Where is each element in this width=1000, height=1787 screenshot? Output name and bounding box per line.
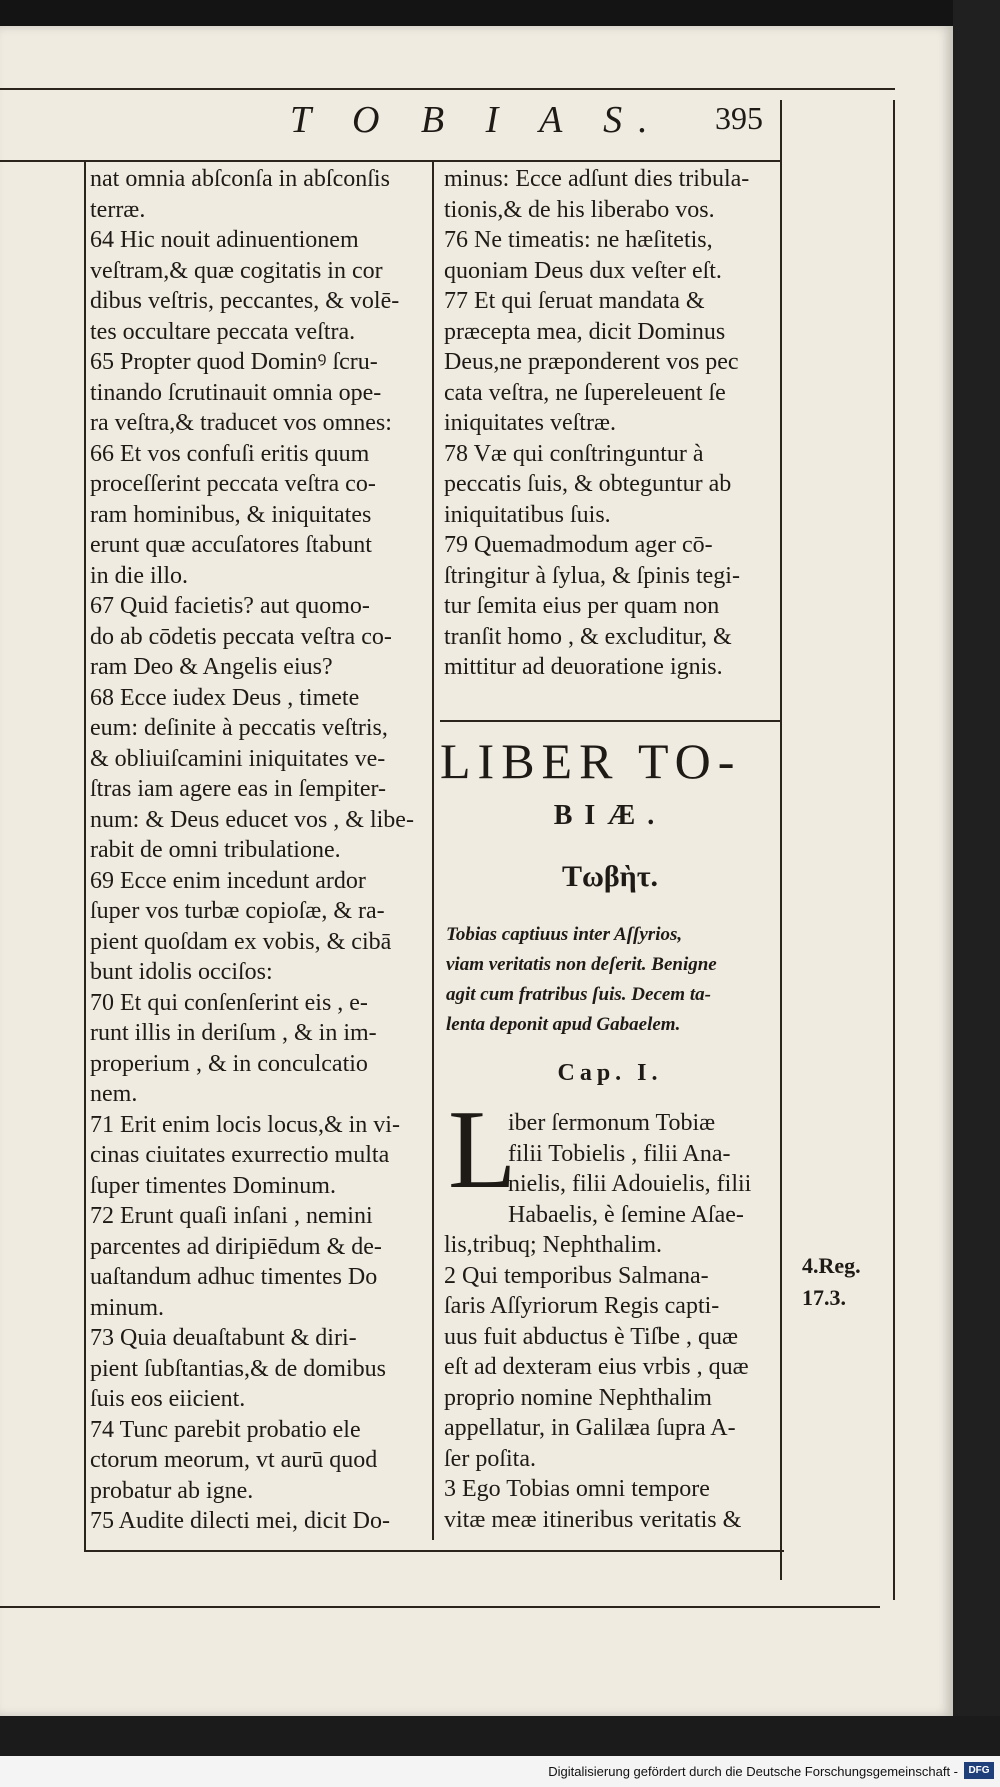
text-line: 78 Væ qui conſtringuntur à <box>444 440 704 467</box>
text-line: præcepta mea, dicit Dominus <box>444 318 726 345</box>
text-line: vitæ meæ itineribus veritatis & <box>444 1506 742 1533</box>
text-line: 72 Erunt quaſi inſani , nemini <box>90 1203 373 1229</box>
text-line: ſuis eos eiicient. <box>90 1386 246 1412</box>
right-column-rule <box>780 100 782 1580</box>
section-divider <box>440 720 780 722</box>
text-line: ſtras iam agere eas in ſempiter- <box>90 776 387 802</box>
text-line: nat omnia abſconſa in abſconſis <box>90 166 390 192</box>
text-line: mittitur ad deuoratione ignis. <box>444 654 723 680</box>
text-line: erunt quæ accuſatores ſtabunt <box>90 532 372 558</box>
text-line: 76 Ne timeatis: ne hæſitetis, <box>444 227 713 253</box>
text-line: tur ſemita eius per quam non <box>444 593 720 619</box>
text-line: ſtringitur à ſylua, & ſpinis tegi- <box>444 562 740 589</box>
summary-line: Tobias captiuus inter Aſſyrios, <box>446 924 683 945</box>
text-line: 67 Quid facietis? aut quomo- <box>90 593 370 619</box>
text-line: num: & Deus educet vos , & libe- <box>90 806 414 833</box>
text-line: tes occultare peccata veſtra. <box>90 318 356 345</box>
text-line: pient quoſdam ex vobis, & cibā <box>90 928 392 955</box>
text-line: lis,tribuq; Nephthalim. <box>444 1232 662 1258</box>
text-line: pient ſubſtantias,& de domibus <box>90 1355 386 1382</box>
text-line: 64 Hic nouit adinuentionem <box>90 227 359 253</box>
text-line: peccatis ſuis, & obteguntur ab <box>444 471 732 497</box>
text-line: ſer poſita. <box>444 1445 536 1472</box>
text-line: 70 Et qui conſenſerint eis , e- <box>90 989 368 1016</box>
text-line: parcentes ad diripiēdum & de- <box>90 1233 382 1260</box>
text-line: 66 Et vos confuſi eritis quum <box>90 440 370 467</box>
text-line: iber ſermonum Tobiæ <box>508 1110 716 1136</box>
scan-background-bottom <box>0 1716 1000 1756</box>
funding-credit: Digitalisierung gefördert durch die Deutsche Forschungsgemeinschaft - <box>548 1764 958 1779</box>
text-line: ram hominibus, & iniquitates <box>90 501 372 528</box>
text-line: iniquitatibus ſuis. <box>444 501 611 528</box>
text-line: 73 Quia deuaſtabunt & diri- <box>90 1325 357 1351</box>
footer-rule <box>0 1606 880 1608</box>
text-line: tinando ſcrutinauit omnia ope- <box>90 379 382 406</box>
chapter-heading: Cap. I. <box>557 1060 663 1086</box>
text-line: ſaris Aſſyriorum Regis capti- <box>444 1293 720 1319</box>
text-line: probatur ab igne. <box>90 1477 254 1504</box>
text-line: filii Tobielis , filii Ana- <box>508 1140 731 1167</box>
text-line: 77 Et qui ſeruat mandata & <box>444 288 705 314</box>
text-line: 69 Ecce enim incedunt ardor <box>90 867 366 894</box>
text-line: cata veſtra, ne ſupereleuent ſe <box>444 379 726 406</box>
header-rule <box>0 160 780 162</box>
text-line: ſuper timentes Dominum. <box>90 1172 336 1199</box>
summary-line: agit cum fratribus ſuis. Decem ta- <box>446 984 711 1005</box>
right-column-top <box>444 164 778 683</box>
text-line: proprio nomine Nephthalim <box>444 1384 712 1411</box>
drop-cap: L <box>448 1088 517 1212</box>
text-line: 79 Quemadmodum ager cō- <box>444 532 713 558</box>
page-number: 395 <box>715 100 763 136</box>
outer-right-rule <box>893 100 895 1600</box>
text-line: 75 Audite dilecti mei, dicit Do- <box>90 1508 390 1534</box>
text-line: minus: Ecce adſunt dies tribula- <box>444 166 750 192</box>
summary-line: lenta deponit apud Gabaelem. <box>446 1014 681 1035</box>
text-line: proceſſerint peccata veſtra co- <box>90 471 376 497</box>
text-line: 74 Tunc parebit probatio ele <box>90 1416 361 1443</box>
text-line: iniquitates veſtræ. <box>444 410 616 436</box>
text-line: tionis,& de his liberabo vos. <box>444 196 715 223</box>
text-line: eum: deſinite à peccatis veſtris, <box>90 715 388 741</box>
text-line: dibus veſtris, peccantes, & volē- <box>90 288 400 314</box>
text-line: 68 Ecce iudex Deus , timete <box>90 684 360 711</box>
text-line: do ab cōdetis peccata veſtra co- <box>90 623 392 650</box>
text-line: terræ. <box>90 196 146 223</box>
scan-background-right <box>953 0 1000 1787</box>
summary-line: viam veritatis non deſerit. Benigne <box>446 954 717 975</box>
left-column <box>90 164 426 1537</box>
text-line: Deus,ne præponderent vos pec <box>444 349 739 375</box>
text-line: uus fuit abductus è Tiſbe , quæ <box>444 1323 739 1350</box>
text-line: in die illo. <box>90 562 188 589</box>
text-line: nem. <box>90 1081 138 1107</box>
margin-reference-line: 4.Reg. <box>802 1253 861 1278</box>
text-line: ſuper vos turbæ copioſæ, & ra- <box>90 898 385 924</box>
text-line: appellatur, in Galilæa ſupra A- <box>444 1415 736 1441</box>
text-line: 65 Propter quod Dominꝰ ſcru- <box>90 349 378 375</box>
text-line: & obliuiſcamini iniquitates ve- <box>90 745 386 772</box>
text-line: quoniam Deus dux veſter eſt. <box>444 257 722 284</box>
text-line: minum. <box>90 1294 165 1321</box>
text-line: tranſit homo , & excluditur, & <box>444 623 732 650</box>
book-title: LIBER TO- <box>440 733 742 789</box>
margin-reference-line: 17.3. <box>802 1285 846 1310</box>
text-line: veſtram,& quæ cogitatis in cor <box>90 257 383 284</box>
text-line: rabit de omni tribulatione. <box>90 837 341 863</box>
text-line: runt illis in deriſum , & in im- <box>90 1020 377 1046</box>
bottom-rule <box>84 1550 784 1552</box>
column-divider <box>432 160 434 1540</box>
text-line: ctorum meorum, vt aurū quod <box>90 1447 378 1473</box>
top-rule <box>0 88 895 90</box>
text-line: 3 Ego Tobias omni tempore <box>444 1476 710 1502</box>
left-column-rule <box>84 160 86 1550</box>
text-line: cinas ciuitates exurrectio multa <box>90 1142 390 1168</box>
text-line: bunt idolis occiſos: <box>90 959 273 985</box>
text-line: properium , & in conculcatio <box>90 1050 368 1077</box>
text-line: uaſtandum adhuc timentes Do <box>90 1264 378 1290</box>
right-column-bottom <box>444 1108 778 1535</box>
greek-title: Τωβὴτ. <box>561 860 659 893</box>
dfg-logo: DFG <box>964 1762 994 1779</box>
text-line: ra veſtra,& traducet vos omnes: <box>90 410 392 436</box>
margin-reference <box>802 1250 861 1314</box>
text-line: nielis, filii Adouielis, filii <box>508 1171 752 1197</box>
chapter-summary <box>446 920 778 1040</box>
digitization-footer <box>0 1756 1000 1787</box>
book-title-continuation: BIÆ. <box>553 800 667 831</box>
text-line: 2 Qui temporibus Salmana- <box>444 1262 709 1289</box>
text-line: ram Deo & Angelis eius? <box>90 654 333 680</box>
text-line: eſt ad dexteram eius vrbis , quæ <box>444 1354 749 1380</box>
text-line: Habaelis, è ſemine Aſae- <box>508 1201 744 1228</box>
text-line: 71 Erit enim locis locus,& in vi- <box>90 1111 400 1138</box>
running-title: T O B I A S. <box>290 99 664 141</box>
